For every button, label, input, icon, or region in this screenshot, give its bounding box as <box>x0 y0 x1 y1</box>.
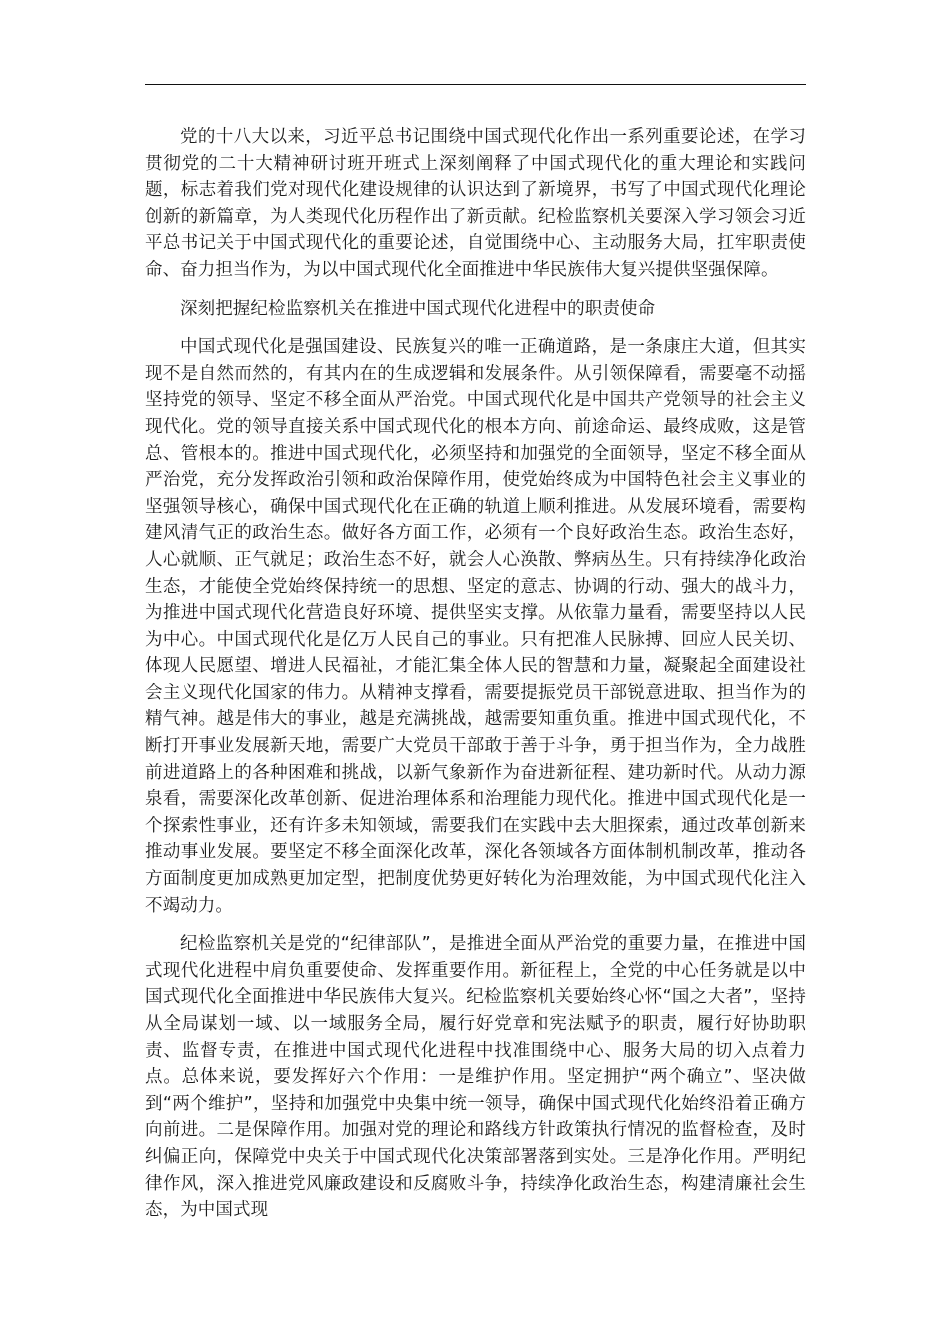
intro-paragraph: 党的十八大以来，习近平总书记围绕中国式现代化作出一系列重要论述，在学习贯彻党的二十大精神研讨班开班式上深刻阐释了中国式现代化的重大理论和实践问题，标志着我们党对现代化建设规律的认识达到了新境界，书写了中国式现代化理论创新的新篇章，为人类现代化历程作出了新贡献。纪检监察机关要深入学习领会习近平总书记关于中国式现代化的重要论述，自觉围绕中心、主动服务大局，扛牢职责使命、奋力担当作为，为以中国式现代化全面推进中华民族伟大复兴提供坚强保障。 <box>145 127 806 280</box>
document-body <box>145 124 806 1236</box>
body-paragraph-2: 纪检监察机关是党的“纪律部队”，是推进全面从严治党的重要力量，在推进中国式现代化进程中肩负重要使命、发挥重要作用。新征程上，全党的中心任务就是以中国式现代化全面推进中华民族伟大复兴。纪检监察机关要始终心怀“国之大者”，坚持从全局谋划一域、以一域服务全局，履行好党章和宪法赋予的职责，履行好协助职责、监督专责，在推进中国式现代化进程中找准围绕中心、服务大局的切入点着力点。总体来说，要发挥好六个作用：一是维护作用。坚定拥护“两个确立”、坚决做到“两个维护”，坚持和加强党中央集中统一领导，确保中国式现代化始终沿着正确方向前进。二是保障作用。加强对党的理论和路线方针政策执行情况的监督检查，及时纠偏正向，保障党中央关于中国式现代化决策部署落到实处。三是净化作用。严明纪律作风，深入推进党风廉政建设和反腐败斗争，持续净化政治生态，构建清廉社会生态，为中国式现 <box>145 934 806 1221</box>
header-rule <box>145 84 806 85</box>
body-paragraph-1: 中国式现代化是强国建设、民族复兴的唯一正确道路，是一条康庄大道，但其实现不是自然而然的，有其内在的生成逻辑和发展条件。从引领保障看，需要毫不动摇坚持党的领导、坚定不移全面从严治党。中国式现代化是中国共产党领导的社会主义现代化。党的领导直接关系中国式现代化的根本方向、前途命运、最终成败，这是管总、管根本的。推进中国式现代化，必须坚持和加强党的全面领导，坚定不移全面从严治党，充分发挥政治引领和政治保障作用，使党始终成为中国特色社会主义事业的坚强领导核心，确保中国式现代化在正确的轨道上顺利推进。从发展环境看，需要构建风清气正的政治生态。做好各方面工作，必须有一个良好政治生态。政治生态好，人心就顺、正气就足；政治生态不好，就会人心涣散、弊病丛生。只有持续净化政治生态，才能使全党始终保持统一的思想、坚定的意志、协调的行动、强大的战斗力，为推进中国式现代化营造良好环境、提供坚实支撑。从依靠力量看，需要坚持以人民为中心。中国式现代化是亿万人民自己的事业。只有把准人民脉搏、回应人民关切、体现人民愿望、增进人民福祉，才能汇集全体人民的智慧和力量，凝聚起全面建设社会主义现代化国家的伟力。从精神支撑看，需要提振党员干部锐意进取、担当作为的精气神。越是伟大的事业，越是充满挑战，越需要知重负重。推进中国式现代化，不断打开事业发展新天地，需要广大党员干部敢于善于斗争，勇于担当作为，全力战胜前进道路上的各种困难和挑战，以新气象新作为奋进新征程、建功新时代。从动力源泉看，需要深化改革创新、促进治理体系和治理能力现代化。推进中国式现代化是一个探索性事业，还有许多未知领域，需要我们在实践中去大胆探索，通过改革创新来推动事业发展。要坚定不移全面深化改革，深化各领域各方面体制机制改革，推动各方面制度更加成熟更加定型，把制度优势更好转化为治理效能，为中国式现代化注入不竭动力。 <box>145 337 806 916</box>
section-heading: 深刻把握纪检监察机关在推进中国式现代化进程中的职责使命 <box>180 298 656 319</box>
